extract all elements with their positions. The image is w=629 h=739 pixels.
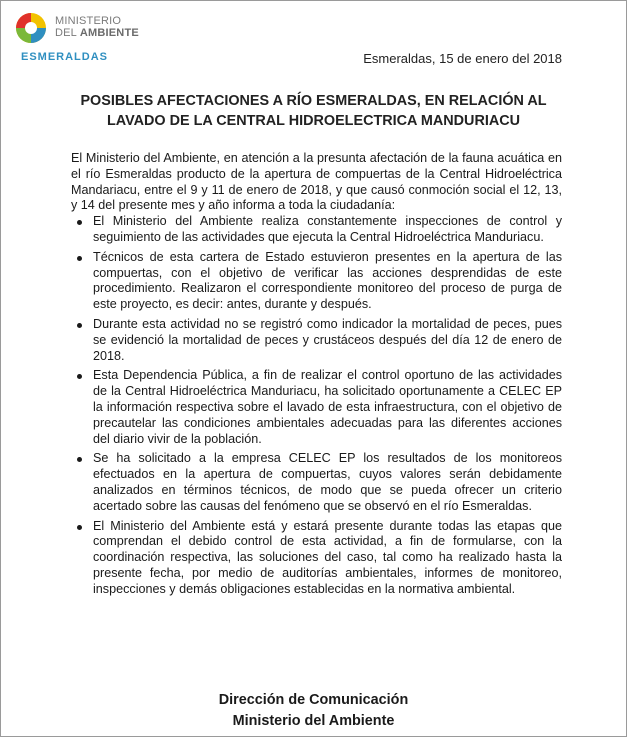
- logo-line-2-prefix: DEL: [55, 27, 80, 39]
- title-line-1: POSIBLES AFECTACIONES A RÍO ESMERALDAS, EN RELACIÓN AL: [80, 93, 547, 109]
- bullet-list: [71, 214, 562, 597]
- bullet-icon: [77, 220, 82, 225]
- signature-line-2: Ministerio del Ambiente: [232, 713, 395, 729]
- list-item-text: Esta Dependencia Pública, a fin de realizar el control oportuno de las actividades de la Central Hidroeléctrica Manduriacu, ha solicitado oportunamente a CELEC EP la información respectiva sobre el lavado de esta infraestructura, con el objetivo de precautelar las condiciones ambientales adecuadas para las diferentes acciones del diario vivir de la población.: [93, 368, 562, 446]
- document-title: [21, 91, 606, 131]
- logo-region-label: ESMERALDAS: [21, 51, 109, 63]
- logo-line-2-bold: AMBIENTE: [79, 27, 139, 39]
- list-item-text: El Ministerio del Ambiente está y estará presente durante todas las etapas que comprendan el debido control de esta actividad, a fin de formularse, con la coordinación respectiva, las soluciones del caso, tal como ha realizado hasta la presente fecha, por medio de auditorías ambientales, informes de monitoreo, inspecciones y demás obligaciones establecidas en la normativa ambiental.: [93, 518, 562, 596]
- list-item-text: El Ministerio del Ambiente realiza constantemente inspecciones de control y seguimiento de las actividades que ejecuta la Central Hidroeléctrica Manduriacu.: [93, 214, 562, 244]
- bullet-icon: [77, 457, 82, 462]
- ministry-logo: [11, 9, 151, 65]
- list-item-text: Durante esta actividad no se registró como indicador la mortalidad de peces, pues se evidenció la mortalidad de peces y crustáceos después del día 12 de enero de 2018.: [93, 316, 562, 363]
- bullet-icon: [77, 525, 82, 530]
- bullet-icon: [77, 256, 82, 261]
- list-item-text: Técnicos de esta cartera de Estado estuvieron presentes en la apertura de las compuertas, con el objetivo de verificar las acciones desprendidas de este procedimiento. Realizaron el correspondiente monitoreo del proceso de purga de este proyecto, es decir: antes, durante y después.: [93, 249, 562, 312]
- document-header: [1, 1, 626, 71]
- logo-wordmark: [55, 15, 139, 39]
- list-item: [71, 214, 562, 246]
- list-item-text: Se ha solicitado a la empresa CELEC EP los resultados de los monitoreos efectuados en la apertura de compuertas, cuyos valores serán debidamente analizados en términos técnicos, de modo que se pueda ofrecer un criterio acertado sobre las causas del fenómeno que se observó en el río Esmeraldas.: [93, 451, 562, 513]
- list-item: [71, 317, 562, 364]
- list-item: [71, 368, 562, 447]
- document-body: [71, 151, 562, 602]
- signature-line-1: Dirección de Comunicación: [218, 692, 409, 708]
- logo-line-1: MINISTERIO: [55, 15, 122, 27]
- bullet-icon: [77, 323, 82, 328]
- signature-block: [1, 690, 626, 732]
- intro-paragraph: El Ministerio del Ambiente, en atención a la presunta afectación de la fauna acuática en el río Esmeraldas producto de la apertura de compuertas de la Central Hidroeléctrica Mandariacu, entre el 9 y 11 de enero de 2018, y que causó conmoción social el 12, 13, y 14 del presente mes y año informa a toda la ciudadanía:: [71, 151, 562, 213]
- bullet-icon: [77, 374, 82, 379]
- list-item: [71, 519, 562, 598]
- title-line-2: LAVADO DE LA CENTRAL HIDROELECTRICA MANDURIACU: [106, 113, 521, 129]
- logo-line-2: [55, 27, 139, 39]
- document-date: Esmeraldas, 15 de enero del 2018: [363, 51, 562, 66]
- list-item: [71, 451, 562, 514]
- list-item: [71, 250, 562, 313]
- ministry-emblem-icon: [13, 11, 49, 45]
